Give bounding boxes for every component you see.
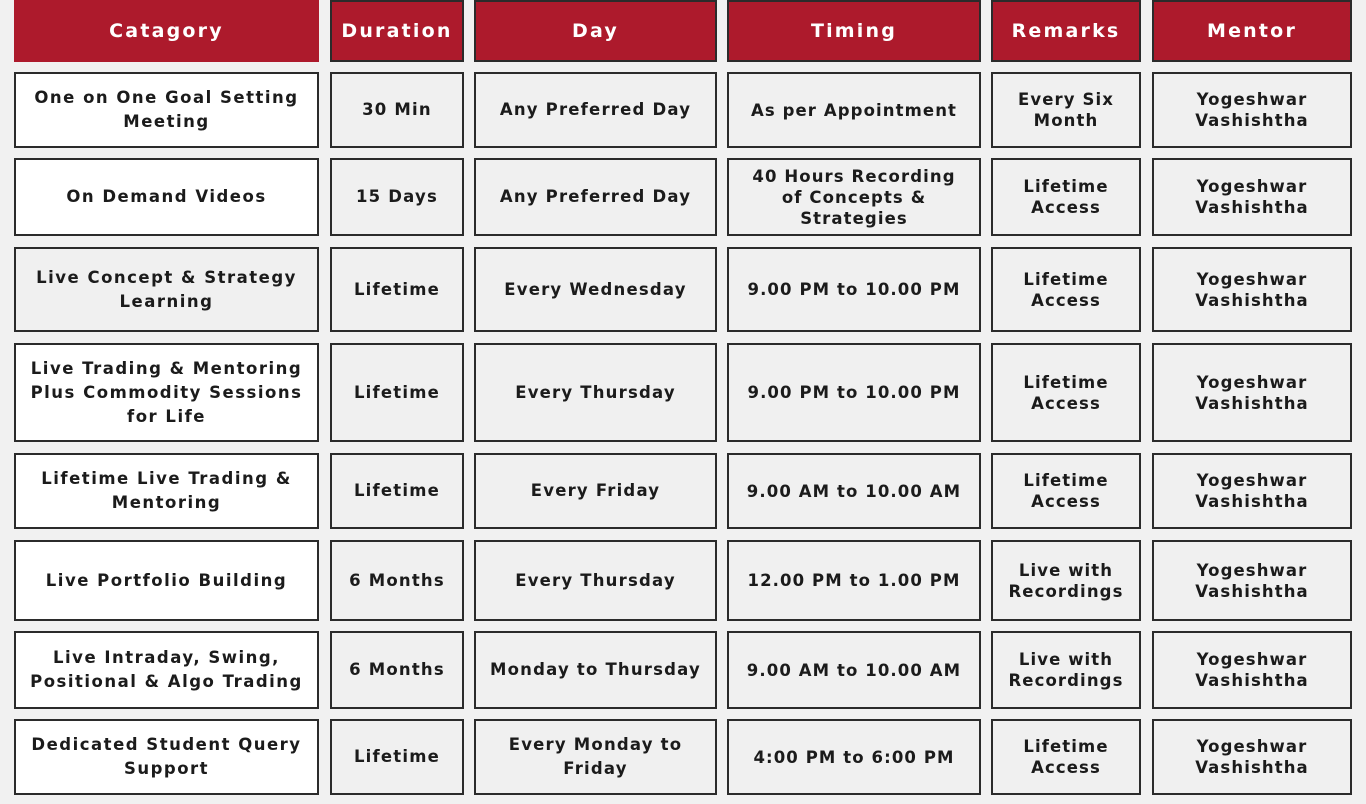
row-8-mentor-cell: Yogeshwar Vashishtha [1152,719,1352,795]
row-7-mentor-cell: Yogeshwar Vashishtha [1152,631,1352,709]
row-1-category-cell: One on One Goal Setting Meeting [14,72,319,148]
header-remarks: Remarks [991,0,1141,62]
row-1-mentor-cell: Yogeshwar Vashishtha [1152,72,1352,148]
row-4-remarks-cell: Lifetime Access [991,343,1141,442]
row-6-mentor-cell: Yogeshwar Vashishtha [1152,540,1352,621]
row-3-duration-cell: Lifetime [330,247,464,332]
header-category: Catagory [14,0,319,62]
row-6-duration-cell: 6 Months [330,540,464,621]
row-7-day-cell: Monday to Thursday [474,631,717,709]
header-duration: Duration [330,0,464,62]
header-day: Day [474,0,717,62]
row-8-duration-cell: Lifetime [330,719,464,795]
row-2-remarks-cell: Lifetime Access [991,158,1141,236]
row-4-duration-cell: Lifetime [330,343,464,442]
row-2-category-cell: On Demand Videos [14,158,319,236]
row-1-day-cell: Any Preferred Day [474,72,717,148]
row-7-category-cell: Live Intraday, Swing, Positional & Algo Trading [14,631,319,709]
row-5-timing-cell: 9.00 AM to 10.00 AM [727,453,981,529]
row-8-category-cell: Dedicated Student Query Support [14,719,319,795]
row-8-remarks-cell: Lifetime Access [991,719,1141,795]
row-3-mentor-cell: Yogeshwar Vashishtha [1152,247,1352,332]
row-6-day-cell: Every Thursday [474,540,717,621]
row-4-day-cell: Every Thursday [474,343,717,442]
row-5-remarks-cell: Lifetime Access [991,453,1141,529]
row-3-day-cell: Every Wednesday [474,247,717,332]
row-6-category-cell: Live Portfolio Building [14,540,319,621]
row-3-timing-cell: 9.00 PM to 10.00 PM [727,247,981,332]
row-7-remarks-cell: Live with Recordings [991,631,1141,709]
row-7-duration-cell: 6 Months [330,631,464,709]
row-5-day-cell: Every Friday [474,453,717,529]
row-3-remarks-cell: Lifetime Access [991,247,1141,332]
row-1-duration-cell: 30 Min [330,72,464,148]
row-6-timing-cell: 12.00 PM to 1.00 PM [727,540,981,621]
row-4-category-cell: Live Trading & Mentoring Plus Commodity Sessions for Life [14,343,319,442]
row-2-day-cell: Any Preferred Day [474,158,717,236]
row-8-timing-cell: 4:00 PM to 6:00 PM [727,719,981,795]
row-7-timing-cell: 9.00 AM to 10.00 AM [727,631,981,709]
row-4-mentor-cell: Yogeshwar Vashishtha [1152,343,1352,442]
row-6-remarks-cell: Live with Recordings [991,540,1141,621]
row-1-timing-cell: As per Appointment [727,72,981,148]
row-5-mentor-cell: Yogeshwar Vashishtha [1152,453,1352,529]
row-1-remarks-cell: Every Six Month [991,72,1141,148]
row-5-duration-cell: Lifetime [330,453,464,529]
header-mentor: Mentor [1152,0,1352,62]
row-4-timing-cell: 9.00 PM to 10.00 PM [727,343,981,442]
row-2-mentor-cell: Yogeshwar Vashishtha [1152,158,1352,236]
row-8-day-cell: Every Monday to Friday [474,719,717,795]
row-5-category-cell: Lifetime Live Trading & Mentoring [14,453,319,529]
header-timing: Timing [727,0,981,62]
row-2-timing-cell: 40 Hours Recording of Concepts & Strategies [727,158,981,236]
row-3-category-cell: Live Concept & Strategy Learning [14,247,319,332]
row-2-duration-cell: 15 Days [330,158,464,236]
